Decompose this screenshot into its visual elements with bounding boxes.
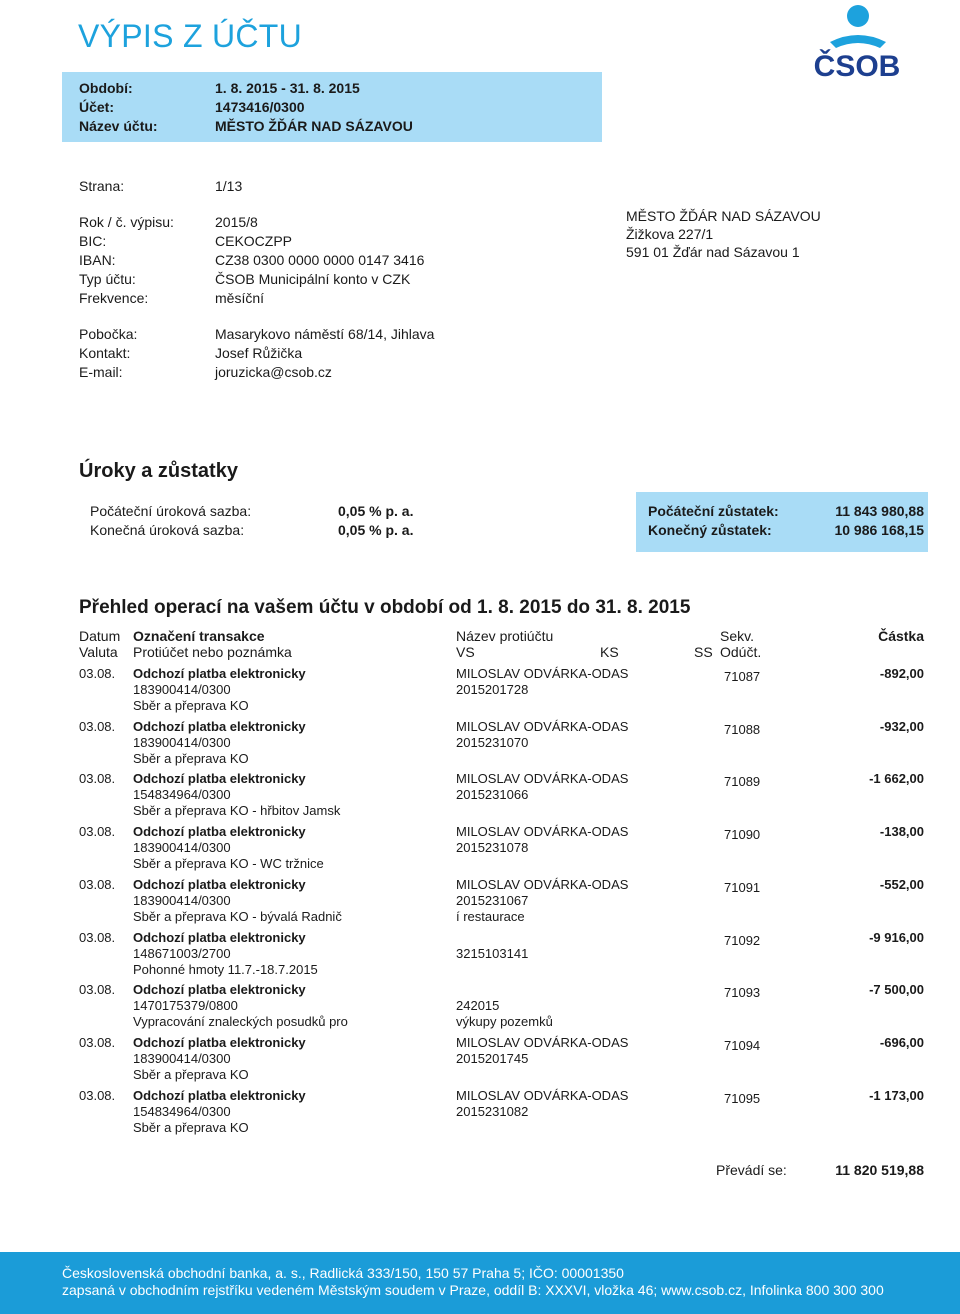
- tx-date: 03.08.: [79, 824, 116, 839]
- tx-note: Sběr a přeprava KO: [133, 1067, 249, 1082]
- overview-heading: Přehled operací na vašem účtu v období od 1. 8. 2015 do 31. 8. 2015: [79, 597, 691, 618]
- tx-name: MILOSLAV ODVÁRKA-ODAS: [456, 666, 629, 681]
- tx-name: MILOSLAV ODVÁRKA-ODAS: [456, 1035, 629, 1050]
- tx-type: Odchozí platba elektronicky: [133, 1088, 306, 1103]
- bic-value: CEKOCZPP: [215, 233, 293, 249]
- start-rate-value: 0,05 % p. a.: [338, 503, 414, 519]
- tx-type: Odchozí platba elektronicky: [133, 982, 306, 997]
- account-label: Účet:: [79, 99, 115, 115]
- tx-date: 03.08.: [79, 930, 116, 945]
- tx-note: Vypracování znaleckých posudků pro: [133, 1014, 348, 1029]
- frequency-value: měsíční: [215, 290, 265, 306]
- logo-emblem-icon: [830, 5, 886, 48]
- period-value: 1. 8. 2015 - 31. 8. 2015: [215, 80, 360, 96]
- tx-date: 03.08.: [79, 719, 116, 734]
- tx-note: Pohonné hmoty 11.7.-18.7.2015: [133, 962, 318, 977]
- tx-type: Odchozí platba elektronicky: [133, 719, 306, 734]
- tx-account: 148671003/2700: [133, 946, 231, 961]
- tx-type: Odchozí platba elektronicky: [133, 771, 306, 786]
- tx-date: 03.08.: [79, 982, 116, 997]
- tx-extra: výkupy pozemků: [456, 1014, 553, 1029]
- col-header-nazev: Název protiúčtu: [456, 628, 554, 644]
- email-value: joruzicka@csob.cz: [215, 364, 332, 380]
- carry-label: Převádí se:: [716, 1162, 787, 1178]
- tx-vs: 2015231082: [456, 1104, 529, 1119]
- tx-account: 183900414/0300: [133, 1051, 231, 1066]
- tx-name: MILOSLAV ODVÁRKA-ODAS: [456, 771, 629, 786]
- col-header-castka: Částka: [878, 628, 924, 644]
- account-type-value: ČSOB Municipální konto v CZK: [215, 271, 411, 287]
- statement-no-value: 2015/8: [215, 214, 258, 230]
- tx-seq: 71087: [724, 669, 761, 684]
- address-line-3: 591 01 Žďár nad Sázavou 1: [626, 244, 800, 260]
- tx-type: Odchozí platba elektronicky: [133, 824, 306, 839]
- tx-seq: 71092: [724, 933, 761, 948]
- logo-wordmark: ČSOB: [813, 50, 901, 78]
- footer: [0, 1252, 960, 1314]
- address-line-2: Žižkova 227/1: [626, 226, 714, 242]
- tx-seq: 71093: [724, 985, 761, 1000]
- tx-vs: 2015231078: [456, 840, 529, 855]
- col-header-oznaceni: Označení transakce: [133, 628, 265, 644]
- tx-amount: -138,00: [879, 824, 924, 839]
- tx-note: Sběr a přeprava KO - hřbitov Jamsk: [133, 803, 341, 818]
- account-type-label: Typ účtu:: [79, 271, 136, 287]
- tx-seq: 71094: [724, 1038, 761, 1053]
- start-balance-label: Počáteční zůstatek:: [648, 503, 779, 519]
- contact-value: Josef Růžička: [215, 345, 303, 361]
- col-header-protiucet: Protiúčet nebo poznámka: [133, 644, 292, 660]
- col-header-valuta: Valuta: [79, 644, 118, 660]
- tx-vs: 242015: [456, 998, 500, 1013]
- tx-name: MILOSLAV ODVÁRKA-ODAS: [456, 877, 629, 892]
- page-label: Strana:: [79, 178, 125, 194]
- rates-heading: Úroky a zůstatky: [79, 460, 238, 482]
- email-label: E-mail:: [79, 364, 123, 380]
- tx-vs: 2015201728: [456, 682, 529, 697]
- tx-name: MILOSLAV ODVÁRKA-ODAS: [456, 824, 629, 839]
- address-line-1: MĚSTO ŽĎÁR NAD SÁZAVOU: [626, 208, 821, 224]
- tx-amount: -1 662,00: [869, 771, 924, 786]
- tx-date: 03.08.: [79, 666, 116, 681]
- carry-value: 11 820 519,88: [835, 1162, 924, 1178]
- tx-account: 154834964/0300: [133, 787, 231, 802]
- tx-name: MILOSLAV ODVÁRKA-ODAS: [456, 719, 629, 734]
- tx-type: Odchozí platba elektronicky: [133, 930, 306, 945]
- end-balance-value: 10 986 168,15: [834, 522, 924, 538]
- start-balance-value: 11 843 980,88: [835, 503, 924, 519]
- contact-label: Kontakt:: [79, 345, 131, 361]
- tx-note: Sběr a přeprava KO - bývalá Radnič: [133, 909, 342, 924]
- col-header-oduct: Odúčt.: [720, 644, 762, 660]
- tx-name: MILOSLAV ODVÁRKA-ODAS: [456, 1088, 629, 1103]
- tx-seq: 71089: [724, 774, 761, 789]
- branch-label: Pobočka:: [79, 326, 138, 342]
- branch-value: Masarykovo náměstí 68/14, Jihlava: [215, 326, 435, 342]
- tx-type: Odchozí platba elektronicky: [133, 877, 306, 892]
- col-header-vs: VS: [456, 644, 475, 660]
- col-header-datum: Datum: [79, 628, 121, 644]
- tx-note: Sběr a přeprava KO - WC tržnice: [133, 856, 324, 871]
- tx-amount: -932,00: [879, 719, 924, 734]
- start-rate-label: Počáteční úroková sazba:: [90, 503, 252, 519]
- col-header-ss: SS: [694, 644, 713, 660]
- tx-extra: í restaurace: [456, 909, 525, 924]
- tx-account: 183900414/0300: [133, 840, 231, 855]
- iban-label: IBAN:: [79, 252, 116, 268]
- tx-date: 03.08.: [79, 1088, 116, 1103]
- bic-label: BIC:: [79, 233, 107, 249]
- tx-seq: 71091: [724, 880, 761, 895]
- tx-vs: 2015201745: [456, 1051, 529, 1066]
- account-value: 1473416/0300: [215, 99, 305, 115]
- footer-line-2: zapsaná v obchodním rejstříku vedeném Městským soudem v Praze, oddíl B: XXXVI, vložka 46; www.csob.cz, Infolinka 800 300 300: [62, 1282, 884, 1298]
- account-name-value: MĚSTO ŽĎÁR NAD SÁZAVOU: [215, 118, 413, 134]
- tx-vs: 2015231067: [456, 893, 529, 908]
- tx-amount: -7 500,00: [869, 982, 924, 997]
- footer-line-1: Československá obchodní banka, a. s., Radlická 333/150, 150 57 Praha 5; IČO: 00001350: [62, 1265, 624, 1281]
- col-header-ks: KS: [600, 644, 619, 660]
- tx-vs: 3215103141: [456, 946, 529, 961]
- tx-note: Sběr a přeprava KO: [133, 751, 249, 766]
- tx-date: 03.08.: [79, 877, 116, 892]
- tx-date: 03.08.: [79, 771, 116, 786]
- statement-no-label: Rok / č. výpisu:: [79, 214, 174, 230]
- tx-seq: 71095: [724, 1091, 761, 1106]
- tx-amount: -892,00: [879, 666, 924, 681]
- tx-account: 183900414/0300: [133, 682, 231, 697]
- tx-date: 03.08.: [79, 1035, 116, 1050]
- col-header-sekv: Sekv.: [720, 628, 754, 644]
- tx-amount: -696,00: [879, 1035, 924, 1050]
- page-value: 1/13: [215, 178, 243, 194]
- tx-type: Odchozí platba elektronicky: [133, 666, 306, 681]
- csob-logo: [808, 2, 906, 78]
- iban-value: CZ38 0300 0000 0000 0147 3416: [215, 252, 425, 268]
- document-title: VÝPIS Z ÚČTU: [78, 18, 303, 54]
- tx-seq: 71090: [724, 827, 761, 842]
- period-label: Období:: [79, 80, 133, 96]
- tx-amount: -1 173,00: [869, 1088, 924, 1103]
- tx-seq: 71088: [724, 722, 761, 737]
- tx-vs: 2015231066: [456, 787, 529, 802]
- end-balance-label: Konečný zůstatek:: [648, 522, 772, 538]
- tx-note: Sběr a přeprava KO: [133, 698, 249, 713]
- tx-note: Sběr a přeprava KO: [133, 1120, 249, 1135]
- tx-account: 1470175379/0800: [133, 998, 238, 1013]
- end-rate-value: 0,05 % p. a.: [338, 522, 414, 538]
- tx-vs: 2015231070: [456, 735, 529, 750]
- tx-amount: -552,00: [879, 877, 924, 892]
- tx-type: Odchozí platba elektronicky: [133, 1035, 306, 1050]
- account-name-label: Název účtu:: [79, 118, 158, 134]
- tx-account: 154834964/0300: [133, 1104, 231, 1119]
- frequency-label: Frekvence:: [79, 290, 149, 306]
- end-rate-label: Konečná úroková sazba:: [90, 522, 245, 538]
- tx-amount: -9 916,00: [869, 930, 924, 945]
- tx-account: 183900414/0300: [133, 893, 231, 908]
- tx-account: 183900414/0300: [133, 735, 231, 750]
